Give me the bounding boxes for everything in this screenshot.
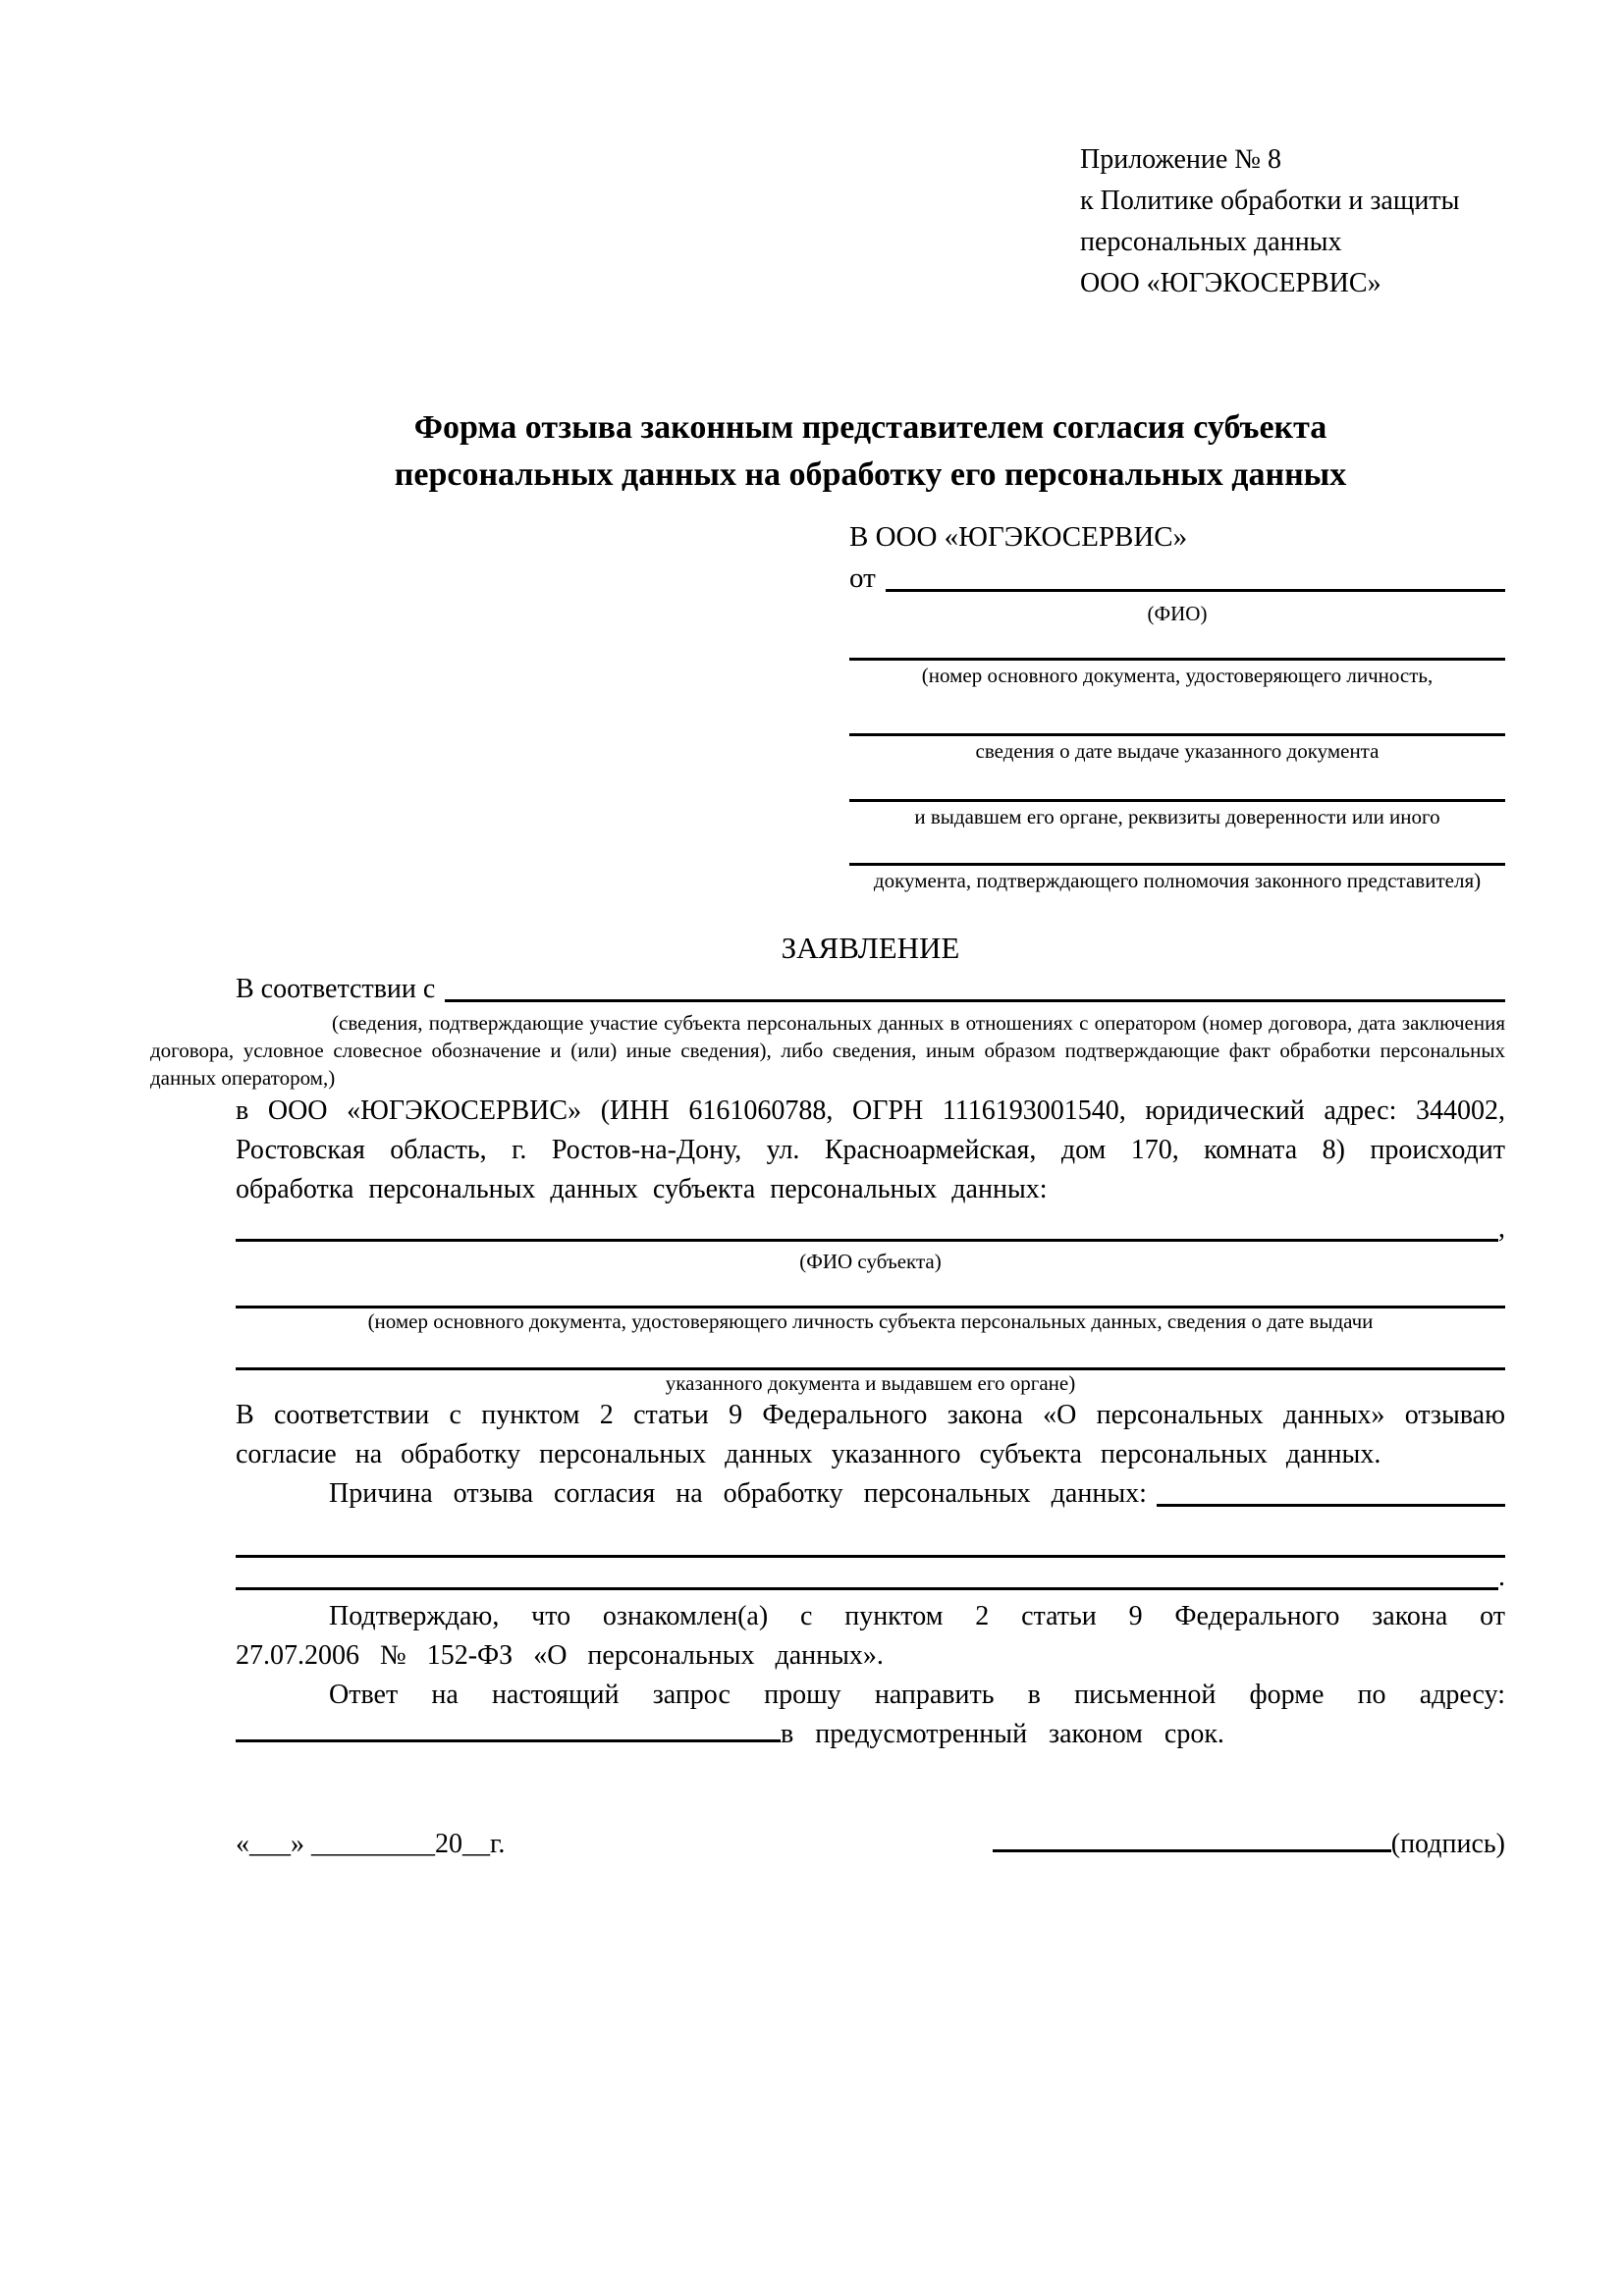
doc-number-blank-line <box>849 628 1505 661</box>
period: . <box>1498 1562 1505 1592</box>
subject-doc-blank-line-2 <box>236 1342 1505 1370</box>
statement-heading: ЗАЯВЛЕНИЕ <box>781 931 960 965</box>
intro-footnote: (сведения, подтверждающие участие субъекта персональных данных в отношениях с оператором (номер договора, дата заключения договора, условное словесное обозначение и (или) иные сведения), либо сведения, иным образом подтверждающие факт обработки персональных данных оператором,) <box>150 1011 1505 1090</box>
intro-label: В соответствии с <box>236 974 436 1004</box>
operator-paragraph: в ООО «ЮГЭКОСЕРВИС» (ИНН 6161060788, ОГРН 1116193001540, юридический адрес: 344002, Ростовская область, г. Ростов-на-Дону, ул. Красноармейская, дом 170, комната 8) происходит обработка персональных данных субъекта персональных данных: <box>236 1095 1505 1204</box>
reason-label: Причина отзыва согласия на обработку персональных данных: <box>329 1478 1147 1509</box>
confirm-paragraph: Подтверждаю, что ознакомлен(а) с пунктом 2 статьи 9 Федерального закона от 27.07.2006 № 152-ФЗ «О персональных данных». <box>236 1601 1505 1671</box>
reply-tail: в предусмотренный законом срок. <box>781 1719 1224 1749</box>
reason-closing-line <box>236 1558 1505 1597</box>
doc-authority-blank-line <box>849 766 1505 802</box>
address-blank-line <box>236 1735 781 1742</box>
title-line-2: персональных данных на обработку его персональных данных <box>394 456 1347 493</box>
subject-doc-caption-1: (номер основного документа, удостоверяющего личность субъекта персональных данных, сведения о дате выдачи <box>367 1309 1374 1333</box>
fio-caption: (ФИО) <box>1147 602 1208 625</box>
withdraw-paragraph: В соответствии с пунктом 2 статьи 9 Федерального закона «О персональных данных» отзываю согласие на обработку персональных данных указанного субъекта персональных данных. <box>236 1400 1505 1469</box>
doc-power-blank-line <box>849 831 1505 866</box>
doc-caption-3: и выдавшем его органе, реквизиты доверенности или иного <box>914 805 1440 828</box>
title-line-1: Форма отзыва законным представителем согласия субъекта <box>413 409 1327 446</box>
subject-doc-caption-2: указанного документа и выдавшем его органе) <box>665 1371 1076 1395</box>
annex-line-3: персональных данных <box>1080 227 1342 257</box>
subject-fio-caption: (ФИО субъекта) <box>799 1250 942 1273</box>
from-label: от <box>849 562 876 594</box>
addressee-to: В ООО «ЮГЭКОСЕРВИС» <box>849 521 1188 553</box>
annex-header <box>1080 139 1459 304</box>
annex-line-4: ООО «ЮГЭКОСЕРВИС» <box>1080 268 1381 298</box>
comma: , <box>1498 1213 1505 1244</box>
reply-paragraph <box>236 1676 1505 1754</box>
intro-blank-line <box>445 970 1505 1002</box>
reason-blank-line-3 <box>236 1558 1498 1590</box>
signature-area <box>993 1825 1505 1864</box>
doc-caption-1: (номер основного документа, удостоверяющего личность, <box>921 664 1434 687</box>
signature-row <box>236 1825 1505 1864</box>
subject-doc-blank-line-1 <box>236 1280 1505 1308</box>
doc-issue-date-blank-line <box>849 690 1505 736</box>
doc-caption-4: документа, подтверждающего полномочия законного представителя) <box>873 869 1482 892</box>
reason-blank-line-2 <box>236 1529 1505 1558</box>
subject-fio-blank-line <box>236 1209 1498 1242</box>
signature-blank-line <box>993 1845 1391 1852</box>
reason-blank-line <box>1157 1474 1505 1507</box>
signature-caption: (подпись) <box>1390 1829 1505 1859</box>
doc-caption-2: сведения о дате выдаче указанного документа <box>975 739 1380 763</box>
reply-label: Ответ на настоящий запрос прошу направить в письменной форме по адресу: <box>329 1680 1505 1710</box>
statement-body <box>150 927 1505 1864</box>
annex-line-2: к Политике обработки и защиты <box>1080 186 1460 216</box>
reason-line <box>236 1474 1505 1514</box>
annex-line-1: Приложение № 8 <box>1080 144 1281 175</box>
addressee-block <box>849 516 1505 895</box>
fio-blank-line <box>886 558 1505 592</box>
subject-fio-line <box>236 1209 1505 1249</box>
document-title <box>236 404 1505 499</box>
intro-line <box>236 970 1505 1009</box>
addressee-from-line <box>849 558 1505 599</box>
date-blank-line: «___» _________20__г. <box>236 1829 506 1859</box>
